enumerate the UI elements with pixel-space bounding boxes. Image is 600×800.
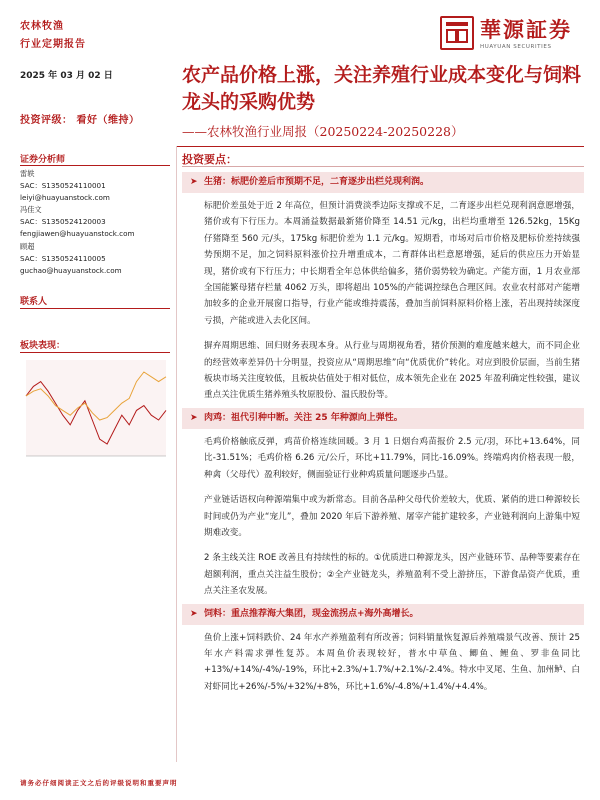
section-bullet-feed: [182, 604, 584, 625]
analyst-email[interactable]: leiyi@huayuanstock.com: [20, 193, 110, 203]
report-type: 行业定期报告: [20, 39, 86, 50]
report-title: 农产品价格上涨，关注养殖行业成本变化与饲料龙头的采购优势: [182, 64, 582, 113]
analyst-line: SAC：S1350524110005: [20, 253, 106, 263]
section-bullet-chicken: [182, 408, 584, 429]
paragraph: 标肥价差虽处于近 2 年高位，但预计消费淡季边际支撑或不足，二育逐步出栏兑现利润意愿增强，猪价或有下行压力。本周涌益数据最新猪价降至 14.51 元/kg，出栏均重增至 126.52kg，15Kg 仔猪降至 560 元/头，175kg 标肥价差为 1.1 元/kg。短期看，市场对后市价格及肥标价差持续强势预期不足，加之饲料原料涨价拉升增重成本，二育群体出栏意愿增强，延后的供应压力开始显现，猪价或有下行压力；中长期看全年总体供给偏多，猪价弱势较为确定。产能方面，1 月农业部全国能繁母猪存栏量 4062 万头，即将超出 105%的产能调控绿色合理区间。农业农村部对产能增加较多的企业开展窗口指导，行业产能或维持震荡，叠加当前饲料原料价格上涨，若出现持续深度亏损，产能或进入去化区间。: [204, 201, 580, 326]
main-content: [182, 172, 584, 699]
column-divider: [176, 146, 177, 762]
arrow-icon: ➤: [190, 177, 198, 187]
disclaimer-footer: 请务必仔细阅读正文之后的评级说明和重要声明: [20, 779, 178, 787]
report-date: 2025 年 03 月 02 日: [20, 71, 113, 81]
logo-english: HUAYUAN SECURITIES: [480, 44, 552, 50]
paragraph: 鱼价上涨+饲料跌价、24 年水产养殖盈利有所改善；饲料销量恢复源后养殖端景气改善、预计 25 年水产料需求弹性复苏。本周鱼价表现较好，普水中草鱼、鲫鱼、鲤鱼、罗非鱼同比+13%/+14%/-4%/-19%，环比+2.3%/+1.7%/+2.1%/-2.4%。特水中叉尾、生鱼、加州鲈、白对虾同比+26%/-5%/+32%/+8%，环比+1.6%/-4.8%/+1.4%/+4.4%。: [204, 632, 580, 692]
seal-icon: [440, 16, 474, 50]
chart-heading: 板块表现：: [20, 341, 66, 351]
key-points-heading: 投资要点：: [182, 153, 237, 166]
analysts-divider: [20, 165, 170, 166]
analyst-line: SAC：S1350524120003: [20, 217, 106, 227]
analyst-line: SAC：S1350524110001: [20, 181, 106, 191]
contacts-heading: 联系人: [20, 297, 48, 307]
analyst-list: [20, 168, 135, 277]
report-category: [20, 18, 86, 54]
contacts-divider: [20, 308, 170, 309]
paragraph: 毛鸡价格触底反弹，鸡苗价格连续回暖。3 月 1 日烟台鸡苗报价 2.5 元/羽，环比+13.64%，同比-31.51%；毛鸡价格 6.26 元/公斤，环比+11.79%，同比-16.09%。终端鸡肉价格表现一般，种禽（父母代）盈利较好，侧面验证行业种鸡质量问题逐步凸显。: [204, 436, 580, 480]
paragraph: 摒弃周期思维、回归财务表现本身。从行业与周期视角看，猪价预测的难度越来越大，而不同企业的经营效率差异仍十分明显，投资应从“周期思维”向“优质优价”转化。对应到股价层面，当前生猪板块市场关注度较低，且板块估值处于相对低位，成本领先企业在 2025 年盈利确定性较强，建议重点关注优质生猪养殖头牧原股份、温氏股份等。: [204, 341, 580, 401]
chart-plot-area: [26, 360, 166, 456]
chart-divider: [20, 352, 170, 353]
bullet-text: 肉鸡：祖代引种中断。关注 25 年种源向上弹性。: [204, 412, 403, 423]
analyst-line: 顾超: [20, 241, 35, 251]
title-divider: [176, 146, 584, 147]
logo-name: 華源証券: [480, 17, 572, 42]
key-points-divider: [182, 166, 584, 167]
analyst-line: 雷轶: [20, 169, 35, 178]
analyst-email[interactable]: fengjiawen@huayuanstock.com: [20, 229, 135, 239]
bullet-text: 生猪：标肥价差后市预期不足，二育逐步出栏兑现利润。: [204, 177, 430, 187]
paragraph: 2 条主线关注 ROE 改善且有持续性的标的。①优质进口种源龙头，因产业链环节、品种等要素存在超额利润，重点关注益生股份；②全产业链龙头，养殖盈利不受上游挤压，下游食品资产优质，重点关注圣农发展。: [204, 553, 580, 597]
analysts-heading: 证券分析师: [20, 155, 66, 165]
bullet-text: 饲料：重点推荐海大集团，现金流拐点+海外高增长。: [204, 608, 419, 619]
huayuan-logo: [440, 14, 590, 60]
industry-name: 农林牧渔: [20, 21, 64, 32]
analyst-email[interactable]: guchao@huayuanstock.com: [20, 265, 122, 275]
section-bullet-hog: [182, 172, 584, 193]
analyst-line: 冯佳文: [20, 205, 42, 215]
arrow-icon: ➤: [190, 608, 198, 619]
sector-performance-chart: [20, 356, 172, 468]
paragraph: 产业链话语权向种源端集中或为新常态。目前各品种父母代价差较大，优质、紧俏的进口种源较长时间或仍为产业“宠儿”，叠加 2020 年后下游养殖、屠宰产能扩建较多，产业链利润向上游集中短期难改变。: [204, 495, 580, 538]
report-subtitle: ——农林牧渔行业周报（20250224-20250228）: [182, 124, 464, 139]
arrow-icon: ➤: [190, 412, 198, 423]
investment-rating: 投资评级： 看好（维持）: [20, 115, 140, 126]
